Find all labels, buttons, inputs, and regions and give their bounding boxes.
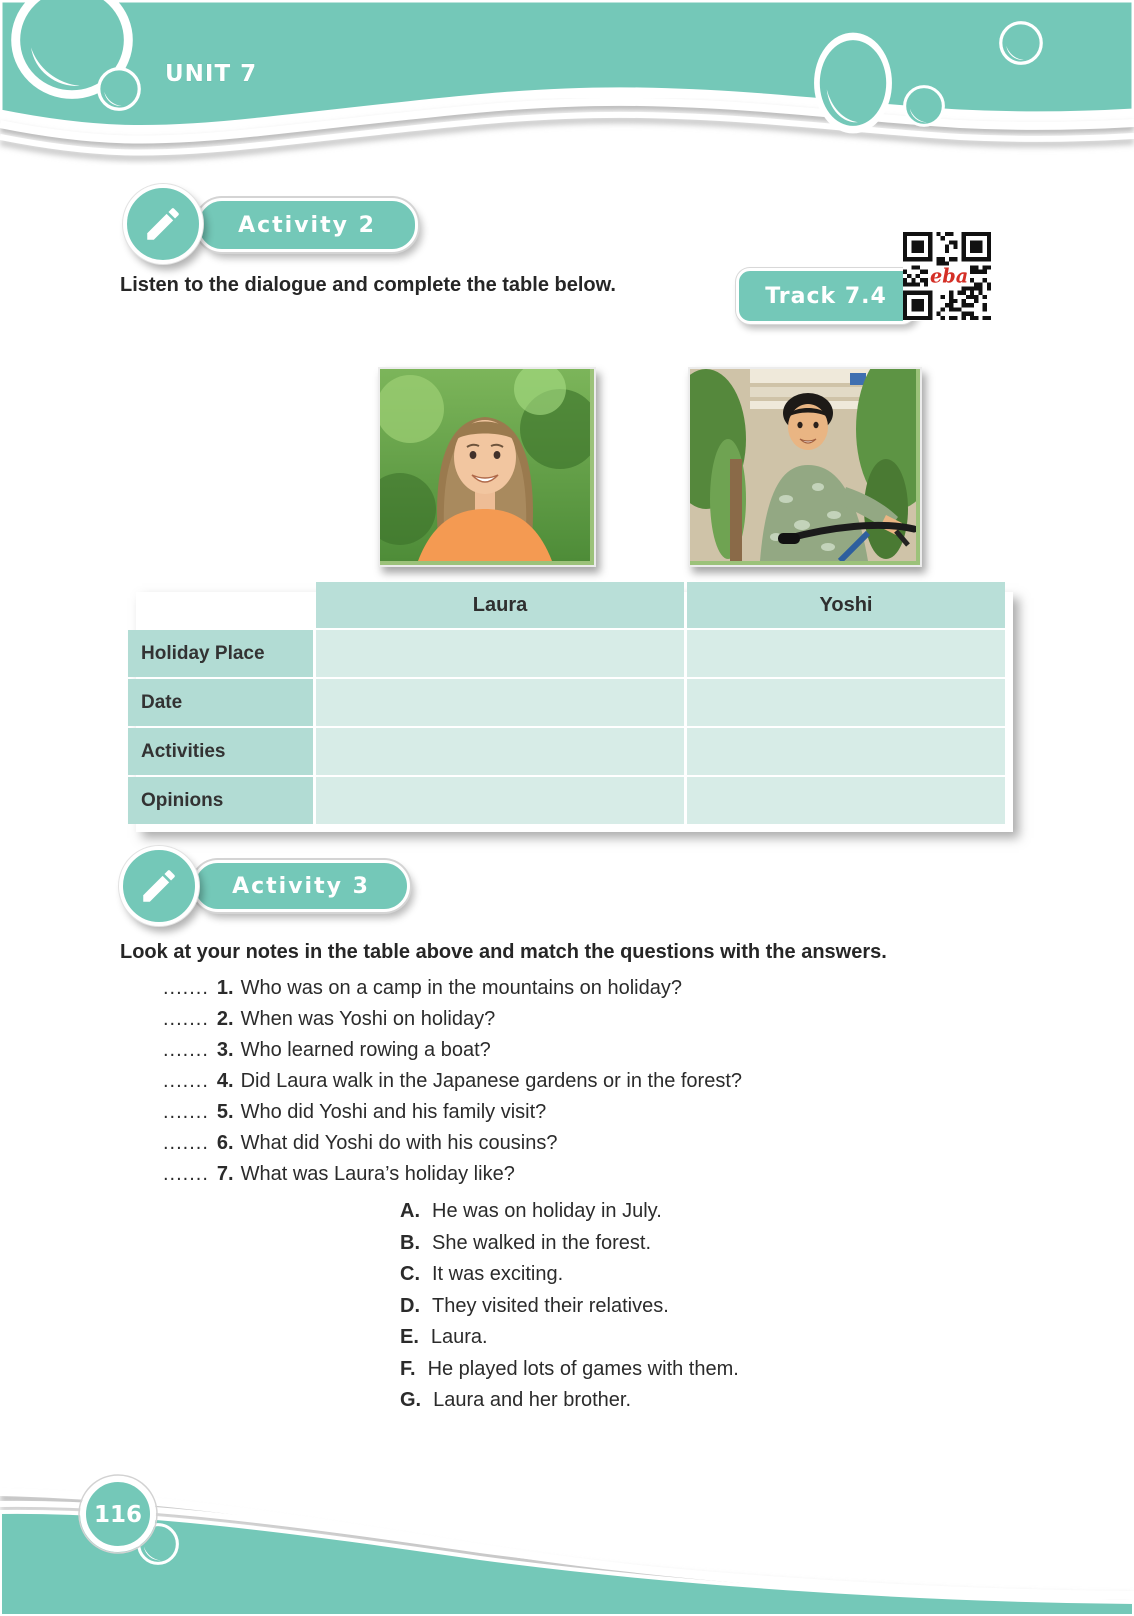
row-header-holiday-place: Holiday Place (128, 630, 313, 677)
answer-blank[interactable]: ....... (163, 1132, 209, 1154)
laura-photo (378, 367, 596, 567)
question-2: ....... 2. When was Yoshi on holiday? (163, 1008, 496, 1030)
question-text: What did Yoshi do with his cousins? (240, 1132, 558, 1154)
track-label: Track 7.4 (765, 283, 887, 309)
header-wave-banner (0, 0, 1134, 190)
answer-text: He played lots of games with them. (427, 1357, 739, 1380)
questions-list (163, 973, 742, 1190)
pencil-icon (138, 865, 180, 907)
track-button[interactable] (736, 268, 916, 324)
cell-holiday-place-laura[interactable] (316, 630, 684, 677)
activity3-title: Activity 3 (232, 873, 370, 899)
question-1: ....... 1. Who was on a camp in the mountains on holiday? (163, 977, 682, 999)
pencil-icon (142, 203, 184, 245)
cell-opinions-yoshi[interactable] (687, 777, 1005, 824)
cell-date-yoshi[interactable] (687, 679, 1005, 726)
question-3: ....... 3. Who learned rowing a boat? (163, 1039, 491, 1061)
table-header-row (128, 582, 1005, 628)
answer-B: B. She walked in the forest. (400, 1231, 652, 1254)
answer-text: They visited their relatives. (432, 1294, 669, 1317)
answer-blank[interactable]: ....... (163, 1039, 209, 1061)
eba-logo: eba (929, 264, 969, 288)
activity2-badge (196, 198, 418, 252)
footer-wave-banner (0, 1448, 1134, 1616)
answer-blank[interactable]: ....... (163, 1008, 209, 1030)
question-4: ....... 4. Did Laura walk in the Japanese gardens or in the forest? (163, 1070, 743, 1092)
question-text: Who learned rowing a boat? (240, 1039, 491, 1061)
activity2-badge-circle (123, 184, 203, 264)
answer-C: C. It was exciting. (400, 1263, 564, 1286)
answer-text: Laura and her brother. (433, 1389, 632, 1412)
page-number: 116 (93, 1502, 143, 1528)
question-text: Did Laura walk in the Japanese gardens or in the forest? (240, 1070, 743, 1092)
cell-holiday-place-yoshi[interactable] (687, 630, 1005, 677)
answer-A: A. He was on holiday in July. (400, 1200, 662, 1223)
answer-text: Laura. (430, 1326, 488, 1349)
cell-date-laura[interactable] (316, 679, 684, 726)
answers-list (400, 1196, 739, 1417)
activity3-badge-circle (119, 846, 199, 926)
column-header-laura: Laura (316, 582, 684, 628)
answer-blank[interactable]: ....... (163, 1070, 209, 1092)
column-header-yoshi: Yoshi (687, 582, 1005, 628)
question-text: When was Yoshi on holiday? (240, 1008, 496, 1030)
activity3-badge (192, 860, 410, 912)
answer-blank[interactable]: ....... (163, 1163, 209, 1185)
qr-code[interactable] (903, 231, 991, 321)
answer-G: G. Laura and her brother. (400, 1389, 632, 1412)
answer-D: D. They visited their relatives. (400, 1294, 669, 1317)
yoshi-photo (688, 367, 922, 567)
question-text: Who did Yoshi and his family visit? (240, 1101, 547, 1123)
table-row (128, 728, 1005, 775)
activity3-instruction: Look at your notes in the table above and match the questions with the answers. (120, 941, 887, 963)
row-header-activities: Activities (128, 728, 313, 775)
question-7: ....... 7. What was Laura’s holiday like? (163, 1163, 515, 1185)
cell-activities-laura[interactable] (316, 728, 684, 775)
question-text: Who was on a camp in the mountains on holiday? (240, 977, 682, 999)
table-corner-cell (128, 582, 313, 628)
question-5: ....... 5. Who did Yoshi and his family visit? (163, 1101, 547, 1123)
table-row (128, 777, 1005, 824)
answer-blank[interactable]: ....... (163, 1101, 209, 1123)
answer-E: E. Laura. (400, 1326, 488, 1349)
cell-activities-yoshi[interactable] (687, 728, 1005, 775)
cell-opinions-laura[interactable] (316, 777, 684, 824)
activity2-title: Activity 2 (238, 212, 376, 238)
answer-F: F. He played lots of games with them. (400, 1357, 739, 1380)
answer-text: It was exciting. (432, 1263, 564, 1286)
table-row (128, 679, 1005, 726)
question-text: What was Laura’s holiday like? (240, 1163, 515, 1185)
question-6: ....... 6. What did Yoshi do with his cousins? (163, 1132, 558, 1154)
answer-blank[interactable]: ....... (163, 977, 209, 999)
answer-text: He was on holiday in July. (432, 1200, 662, 1223)
activity2-instruction: Listen to the dialogue and complete the table below. (120, 274, 616, 296)
table-row (128, 630, 1005, 677)
row-header-opinions: Opinions (128, 777, 313, 824)
answer-text: She walked in the forest. (432, 1231, 652, 1254)
listening-table (128, 582, 1005, 826)
unit-title: UNIT 7 (165, 61, 258, 87)
row-header-date: Date (128, 679, 313, 726)
